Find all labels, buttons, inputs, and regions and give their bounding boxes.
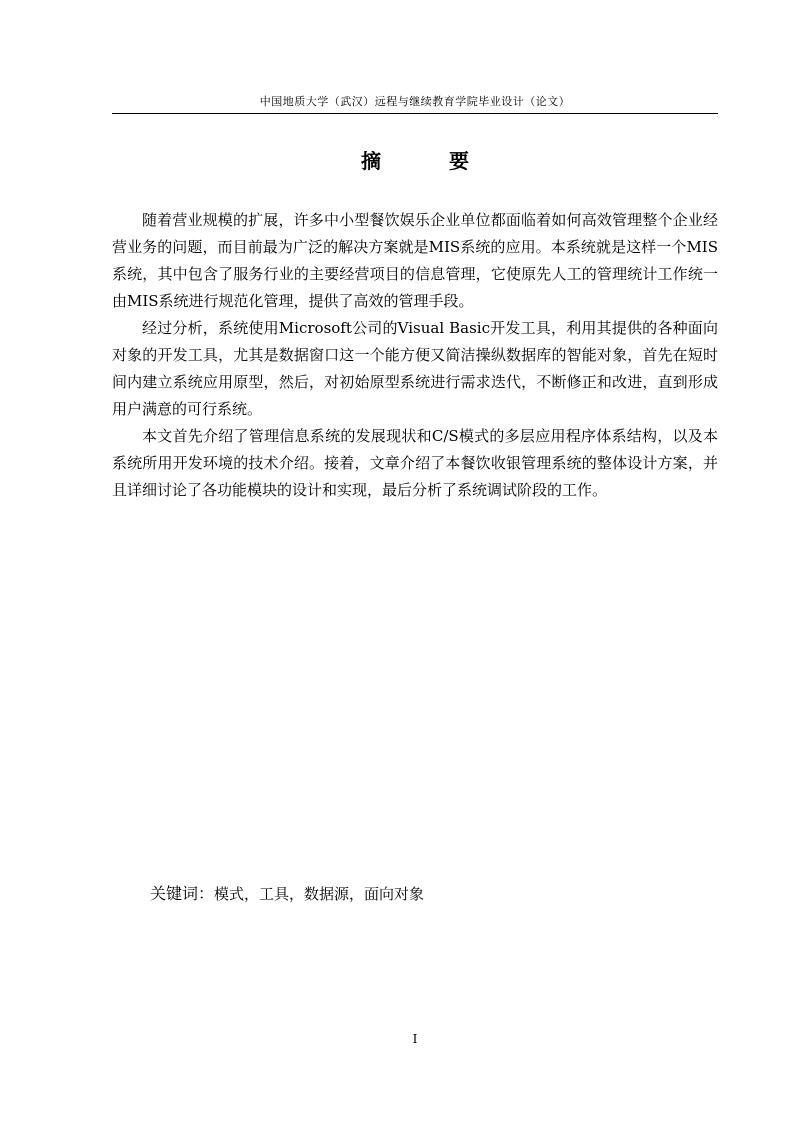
page-header: 中国地质大学（武汉）远程与继续教育学院毕业设计（论文） <box>259 95 571 108</box>
abstract-body <box>112 207 718 504</box>
page-number: I <box>412 1032 418 1046</box>
header-divider <box>112 113 718 114</box>
abstract-title <box>112 148 718 174</box>
abstract-title-char-2: 要 <box>449 149 469 173</box>
keywords-value: 模式，工具，数据源，面向对象 <box>214 885 425 903</box>
keywords-label: 关键词： <box>150 884 215 903</box>
keywords-line <box>150 882 718 906</box>
abstract-paragraph: 经过分析，系统使用Microsoft公司的Visual Basic开发工具，利用其提供的各种面向对象的开发工具，尤其是数据窗口这一个能方便又简洁操纵数据库的智能对象，首先在短时间内建立系统应用原型，然后，对初始原型系统进行需求迭代，不断修正和改进，直到形成用户满意的可行系统。 <box>112 319 718 418</box>
abstract-title-char-1: 摘 <box>361 149 381 173</box>
abstract-paragraph: 本文首先介绍了管理信息系统的发展现状和C/S模式的多层应用程序体系结构，以及本系统所用开发环境的技术介绍。接着，文章介绍了本餐饮收银管理系统的整体设计方案，并且详细讨论了各功能模块的设计和实现，最后分析了系统调试阶段的工作。 <box>112 427 718 499</box>
abstract-paragraph: 随着营业规模的扩展，许多中小型餐饮娱乐企业单位都面临着如何高效管理整个企业经营业务的问题，而目前最为广泛的解决方案就是MIS系统的应用。本系统就是这样一个MIS系统，其中包含了服务行业的主要经营项目的信息管理，它使原先人工的管理统计工作统一由MIS系统进行规范化管理，提供了高效的管理手段。 <box>112 211 718 310</box>
